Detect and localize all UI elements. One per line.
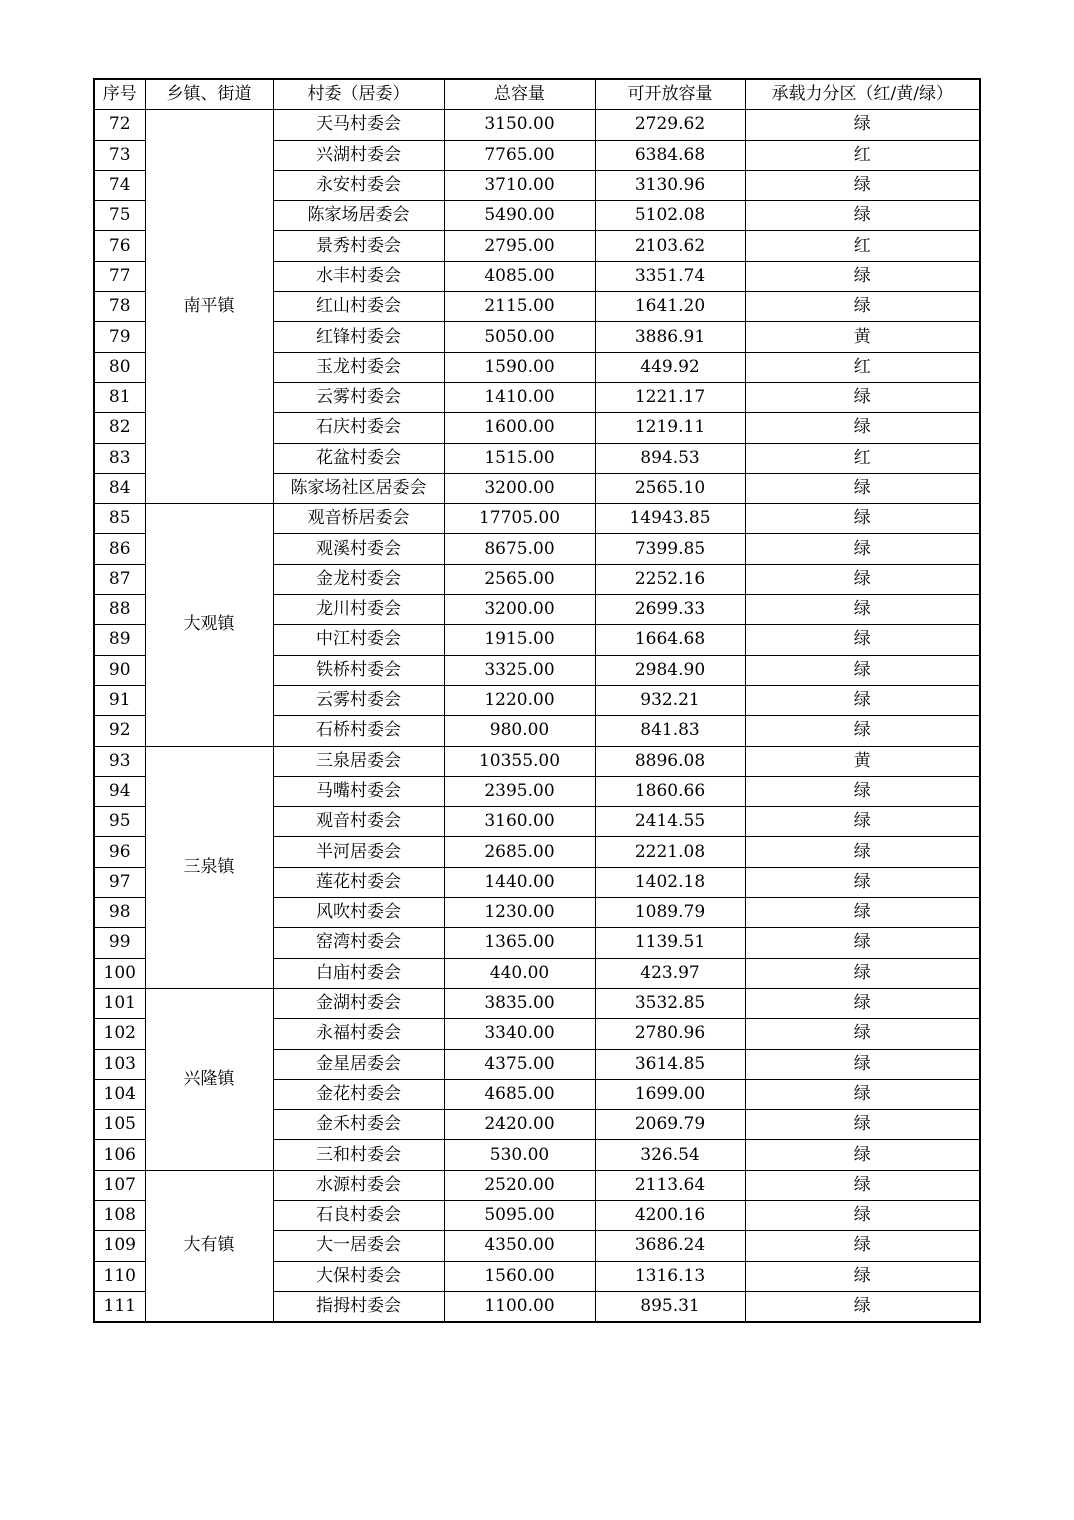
cell-seq: 102 [94, 1019, 145, 1049]
cell-village: 花盆村委会 [273, 443, 444, 473]
cell-seq: 92 [94, 716, 145, 746]
cell-open-capacity: 2069.79 [595, 1110, 745, 1140]
cell-total-capacity: 2420.00 [444, 1110, 595, 1140]
cell-seq: 100 [94, 958, 145, 988]
cell-total-capacity: 3340.00 [444, 1019, 595, 1049]
cell-zone: 绿 [745, 382, 980, 412]
cell-total-capacity: 1600.00 [444, 413, 595, 443]
cell-village: 指拇村委会 [273, 1291, 444, 1322]
cell-open-capacity: 4200.16 [595, 1200, 745, 1230]
cell-open-capacity: 2780.96 [595, 1019, 745, 1049]
cell-seq: 103 [94, 1049, 145, 1079]
cell-seq: 74 [94, 170, 145, 200]
cell-open-capacity: 1641.20 [595, 292, 745, 322]
cell-total-capacity: 2685.00 [444, 837, 595, 867]
cell-zone: 绿 [745, 1170, 980, 1200]
cell-total-capacity: 4685.00 [444, 1079, 595, 1109]
cell-village: 石良村委会 [273, 1200, 444, 1230]
cell-zone: 绿 [745, 1110, 980, 1140]
cell-total-capacity: 5490.00 [444, 201, 595, 231]
cell-seq: 94 [94, 776, 145, 806]
cell-seq: 77 [94, 261, 145, 291]
cell-town: 兴隆镇 [145, 988, 273, 1170]
cell-seq: 82 [94, 413, 145, 443]
cell-open-capacity: 895.31 [595, 1291, 745, 1322]
cell-seq: 85 [94, 504, 145, 534]
cell-open-capacity: 326.54 [595, 1140, 745, 1170]
cell-total-capacity: 1915.00 [444, 625, 595, 655]
cell-total-capacity: 530.00 [444, 1140, 595, 1170]
cell-town: 大有镇 [145, 1170, 273, 1322]
cell-village: 景秀村委会 [273, 231, 444, 261]
cell-open-capacity: 3686.24 [595, 1231, 745, 1261]
cell-zone: 绿 [745, 504, 980, 534]
cell-village: 观音桥居委会 [273, 504, 444, 534]
cell-village: 天马村委会 [273, 110, 444, 140]
cell-open-capacity: 1316.13 [595, 1261, 745, 1291]
cell-zone: 绿 [745, 807, 980, 837]
cell-town: 大观镇 [145, 504, 273, 746]
cell-seq: 81 [94, 382, 145, 412]
cell-open-capacity: 3351.74 [595, 261, 745, 291]
cell-zone: 绿 [745, 1049, 980, 1079]
cell-open-capacity: 1664.68 [595, 625, 745, 655]
capacity-table [93, 78, 981, 1323]
cell-village: 云雾村委会 [273, 382, 444, 412]
cell-total-capacity: 7765.00 [444, 140, 595, 170]
header-village: 村委（居委） [273, 79, 444, 110]
cell-total-capacity: 1220.00 [444, 685, 595, 715]
cell-village: 石桥村委会 [273, 716, 444, 746]
cell-village: 大一居委会 [273, 1231, 444, 1261]
cell-total-capacity: 4375.00 [444, 1049, 595, 1079]
cell-zone: 绿 [745, 867, 980, 897]
header-total-capacity: 总容量 [444, 79, 595, 110]
header-open-capacity: 可开放容量 [595, 79, 745, 110]
table-row [94, 504, 980, 534]
cell-total-capacity: 1560.00 [444, 1261, 595, 1291]
cell-village: 永福村委会 [273, 1019, 444, 1049]
cell-total-capacity: 3835.00 [444, 988, 595, 1018]
cell-total-capacity: 3710.00 [444, 170, 595, 200]
cell-total-capacity: 1590.00 [444, 352, 595, 382]
cell-open-capacity: 2729.62 [595, 110, 745, 140]
cell-seq: 91 [94, 685, 145, 715]
cell-village: 陈家场居委会 [273, 201, 444, 231]
cell-total-capacity: 10355.00 [444, 746, 595, 776]
cell-village: 马嘴村委会 [273, 776, 444, 806]
cell-open-capacity: 2414.55 [595, 807, 745, 837]
cell-total-capacity: 8675.00 [444, 534, 595, 564]
cell-open-capacity: 3130.96 [595, 170, 745, 200]
cell-village: 金湖村委会 [273, 988, 444, 1018]
cell-zone: 绿 [745, 988, 980, 1018]
cell-open-capacity: 423.97 [595, 958, 745, 988]
cell-total-capacity: 4085.00 [444, 261, 595, 291]
cell-seq: 107 [94, 1170, 145, 1200]
cell-open-capacity: 2252.16 [595, 564, 745, 594]
cell-total-capacity: 2115.00 [444, 292, 595, 322]
header-row [94, 79, 980, 110]
cell-zone: 绿 [745, 685, 980, 715]
cell-open-capacity: 932.21 [595, 685, 745, 715]
cell-open-capacity: 1219.11 [595, 413, 745, 443]
cell-open-capacity: 5102.08 [595, 201, 745, 231]
cell-total-capacity: 3200.00 [444, 473, 595, 503]
cell-seq: 109 [94, 1231, 145, 1261]
cell-total-capacity: 1365.00 [444, 928, 595, 958]
cell-seq: 86 [94, 534, 145, 564]
cell-village: 半河居委会 [273, 837, 444, 867]
cell-open-capacity: 1139.51 [595, 928, 745, 958]
cell-town: 南平镇 [145, 110, 273, 504]
cell-open-capacity: 14943.85 [595, 504, 745, 534]
cell-open-capacity: 1860.66 [595, 776, 745, 806]
cell-zone: 绿 [745, 1261, 980, 1291]
cell-seq: 110 [94, 1261, 145, 1291]
cell-village: 三和村委会 [273, 1140, 444, 1170]
cell-open-capacity: 8896.08 [595, 746, 745, 776]
cell-seq: 76 [94, 231, 145, 261]
table-row [94, 110, 980, 140]
cell-seq: 80 [94, 352, 145, 382]
cell-total-capacity: 440.00 [444, 958, 595, 988]
cell-zone: 绿 [745, 837, 980, 867]
cell-village: 玉龙村委会 [273, 352, 444, 382]
cell-zone: 绿 [745, 595, 980, 625]
cell-open-capacity: 3532.85 [595, 988, 745, 1018]
cell-zone: 绿 [745, 292, 980, 322]
cell-total-capacity: 2795.00 [444, 231, 595, 261]
cell-seq: 89 [94, 625, 145, 655]
cell-zone: 绿 [745, 261, 980, 291]
cell-zone: 绿 [745, 898, 980, 928]
cell-zone: 绿 [745, 110, 980, 140]
cell-open-capacity: 2699.33 [595, 595, 745, 625]
cell-total-capacity: 4350.00 [444, 1231, 595, 1261]
cell-zone: 红 [745, 352, 980, 382]
cell-zone: 绿 [745, 1140, 980, 1170]
cell-village: 铁桥村委会 [273, 655, 444, 685]
table-row [94, 746, 980, 776]
cell-village: 风吹村委会 [273, 898, 444, 928]
cell-village: 石庆村委会 [273, 413, 444, 443]
cell-total-capacity: 2565.00 [444, 564, 595, 594]
cell-village: 大保村委会 [273, 1261, 444, 1291]
cell-seq: 88 [94, 595, 145, 625]
cell-total-capacity: 1515.00 [444, 443, 595, 473]
header-zone: 承载力分区（红/黄/绿） [745, 79, 980, 110]
cell-zone: 绿 [745, 170, 980, 200]
cell-seq: 104 [94, 1079, 145, 1109]
cell-total-capacity: 5095.00 [444, 1200, 595, 1230]
cell-total-capacity: 1230.00 [444, 898, 595, 928]
header-seq: 序号 [94, 79, 145, 110]
cell-total-capacity: 1410.00 [444, 382, 595, 412]
cell-seq: 106 [94, 1140, 145, 1170]
cell-open-capacity: 1699.00 [595, 1079, 745, 1109]
cell-zone: 绿 [745, 564, 980, 594]
cell-seq: 96 [94, 837, 145, 867]
cell-total-capacity: 5050.00 [444, 322, 595, 352]
cell-zone: 绿 [745, 625, 980, 655]
cell-village: 金花村委会 [273, 1079, 444, 1109]
cell-zone: 绿 [745, 1291, 980, 1322]
cell-zone: 绿 [745, 1231, 980, 1261]
cell-village: 兴湖村委会 [273, 140, 444, 170]
cell-open-capacity: 7399.85 [595, 534, 745, 564]
cell-zone: 绿 [745, 534, 980, 564]
cell-seq: 98 [94, 898, 145, 928]
cell-seq: 78 [94, 292, 145, 322]
cell-total-capacity: 3160.00 [444, 807, 595, 837]
cell-zone: 绿 [745, 473, 980, 503]
cell-zone: 绿 [745, 413, 980, 443]
cell-village: 云雾村委会 [273, 685, 444, 715]
cell-zone: 绿 [745, 1019, 980, 1049]
table-body [94, 110, 980, 1322]
cell-zone: 绿 [745, 1079, 980, 1109]
cell-total-capacity: 17705.00 [444, 504, 595, 534]
cell-seq: 90 [94, 655, 145, 685]
cell-open-capacity: 2221.08 [595, 837, 745, 867]
cell-village: 金星居委会 [273, 1049, 444, 1079]
cell-village: 观溪村委会 [273, 534, 444, 564]
cell-village: 永安村委会 [273, 170, 444, 200]
cell-seq: 75 [94, 201, 145, 231]
cell-village: 水丰村委会 [273, 261, 444, 291]
cell-seq: 97 [94, 867, 145, 897]
cell-village: 龙川村委会 [273, 595, 444, 625]
cell-open-capacity: 2984.90 [595, 655, 745, 685]
cell-total-capacity: 980.00 [444, 716, 595, 746]
cell-village: 红锋村委会 [273, 322, 444, 352]
cell-village: 金龙村委会 [273, 564, 444, 594]
cell-village: 观音村委会 [273, 807, 444, 837]
cell-open-capacity: 449.92 [595, 352, 745, 382]
cell-town: 三泉镇 [145, 746, 273, 988]
cell-seq: 108 [94, 1200, 145, 1230]
cell-total-capacity: 3325.00 [444, 655, 595, 685]
cell-village: 中江村委会 [273, 625, 444, 655]
capacity-table-container [93, 78, 981, 1323]
table-header [94, 79, 980, 110]
cell-seq: 79 [94, 322, 145, 352]
cell-open-capacity: 2103.62 [595, 231, 745, 261]
cell-zone: 绿 [745, 1200, 980, 1230]
cell-village: 窑湾村委会 [273, 928, 444, 958]
cell-seq: 93 [94, 746, 145, 776]
cell-total-capacity: 2520.00 [444, 1170, 595, 1200]
cell-total-capacity: 1100.00 [444, 1291, 595, 1322]
cell-total-capacity: 3150.00 [444, 110, 595, 140]
cell-village: 三泉居委会 [273, 746, 444, 776]
cell-village: 红山村委会 [273, 292, 444, 322]
cell-open-capacity: 6384.68 [595, 140, 745, 170]
cell-seq: 105 [94, 1110, 145, 1140]
cell-open-capacity: 1221.17 [595, 382, 745, 412]
cell-open-capacity: 2565.10 [595, 473, 745, 503]
cell-zone: 红 [745, 443, 980, 473]
cell-open-capacity: 1402.18 [595, 867, 745, 897]
cell-total-capacity: 3200.00 [444, 595, 595, 625]
cell-seq: 95 [94, 807, 145, 837]
cell-seq: 72 [94, 110, 145, 140]
cell-zone: 绿 [745, 928, 980, 958]
cell-zone: 绿 [745, 776, 980, 806]
cell-total-capacity: 2395.00 [444, 776, 595, 806]
cell-zone: 绿 [745, 958, 980, 988]
cell-village: 金禾村委会 [273, 1110, 444, 1140]
cell-seq: 99 [94, 928, 145, 958]
cell-village: 陈家场社区居委会 [273, 473, 444, 503]
cell-zone: 绿 [745, 655, 980, 685]
cell-zone: 黄 [745, 746, 980, 776]
cell-open-capacity: 841.83 [595, 716, 745, 746]
cell-seq: 84 [94, 473, 145, 503]
cell-open-capacity: 3886.91 [595, 322, 745, 352]
cell-village: 白庙村委会 [273, 958, 444, 988]
cell-open-capacity: 2113.64 [595, 1170, 745, 1200]
cell-seq: 111 [94, 1291, 145, 1322]
table-row [94, 988, 980, 1018]
cell-open-capacity: 3614.85 [595, 1049, 745, 1079]
cell-seq: 87 [94, 564, 145, 594]
cell-zone: 红 [745, 231, 980, 261]
cell-open-capacity: 894.53 [595, 443, 745, 473]
cell-village: 水源村委会 [273, 1170, 444, 1200]
header-town: 乡镇、街道 [145, 79, 273, 110]
cell-seq: 73 [94, 140, 145, 170]
cell-open-capacity: 1089.79 [595, 898, 745, 928]
cell-village: 莲花村委会 [273, 867, 444, 897]
cell-total-capacity: 1440.00 [444, 867, 595, 897]
cell-zone: 绿 [745, 716, 980, 746]
cell-zone: 绿 [745, 201, 980, 231]
cell-seq: 83 [94, 443, 145, 473]
cell-zone: 黄 [745, 322, 980, 352]
table-row [94, 1170, 980, 1200]
cell-zone: 红 [745, 140, 980, 170]
cell-seq: 101 [94, 988, 145, 1018]
